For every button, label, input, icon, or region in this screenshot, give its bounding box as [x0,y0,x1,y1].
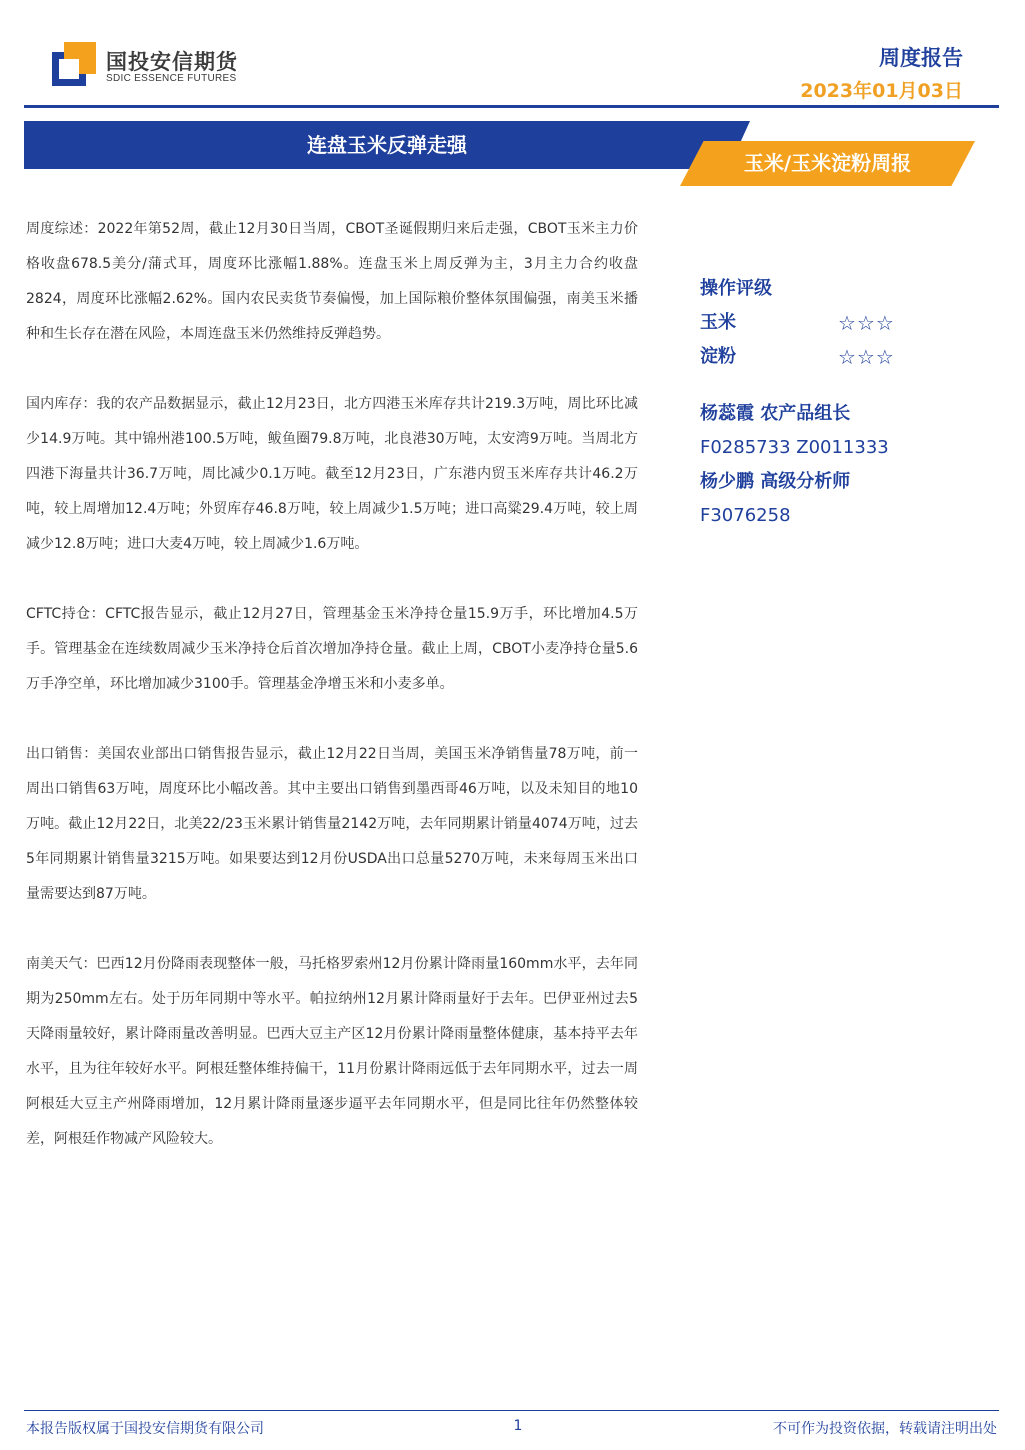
report-body [26,212,638,1192]
author-1: 杨蕊霞 农产品组长 [700,403,851,424]
header-divider [24,105,999,108]
paragraph-export-sales: 出口销售：美国农业部出口销售报告显示，截止12月22日当周，美国玉米净销售量78万吨，前一周出口销售63万吨，周度环比小幅改善。其中主要出口销售到墨西哥46万吨，以及未知目的地10万吨。截止12月22日，北美22/23玉米累计销售量2142万吨，去年同期累计销量4074万吨，过去5年同期累计销售量3215万吨。如果要达到12月份USDA出口总量5270万吨，未来每周玉米出口量需要达到87万吨。 [26,746,638,902]
author-2-license: F3076258 [700,505,791,526]
footer-copyright: 本报告版权属于国投安信期货有限公司 [26,1421,264,1437]
spacer [700,374,980,397]
rating-title: 操作评级 [700,278,772,299]
star-rating-icon: ☆☆☆ [838,345,895,369]
paragraph-south-america-weather: 南美天气：巴西12月份降雨表现整体一般，马托格罗索州12月份累计降雨量160mm水平，去年同期为250mm左右。处于历年同期中等水平。帕拉纳州12月累计降雨量好于去年。巴伊亚州过去5天降雨量较好，累计降雨量改善明显。巴西大豆主产区12月份累计降雨量整体健康，基本持平去年水平，且为往年较好水平。阿根廷整体维持偏干，11月份累计降雨远低于去年同期水平，过去一周阿根廷大豆主产州降雨增加，12月累计降雨量逐步逼平去年同期水平，但是同比往年仍然整体较差，阿根廷作物减产风险较大。 [26,956,638,1147]
paragraph-weekly-summary: 周度综述：2022年第52周，截止12月30日当周，CBOT圣诞假期归来后走强，CBOT玉米主力价格收盘678.5美分/蒲式耳，周度环比涨幅1.88%。连盘玉米上周反弹为主，3月主力合约收盘2824，周度环比涨幅2.62%。国内农民卖货节奏偏慢，加上国际粮价整体氛围偏强，南美玉米播种和生长存在潜在风险，本周连盘玉米仍然维持反弹趋势。 [26,221,638,342]
page-number: 1 [513,1418,523,1434]
rating-name: 玉米 [700,312,736,333]
paragraph-cftc-positions: CFTC持仓：CFTC报告显示，截止12月27日，管理基金玉米净持仓量15.9万手，环比增加4.5万手。管理基金在连续数周减少玉米净持仓后首次增加净持仓量。截止上周，CBOT小麦净持仓量5.6万手净空单，环比增加减少3100手。管理基金净增玉米和小麦多单。 [26,606,638,692]
report-title: 连盘玉米反弹走强 [307,133,467,157]
footer-divider [24,1410,999,1411]
report-type: 周度报告 [879,46,963,70]
author-2: 杨少鹏 高级分析师 [700,471,851,492]
report-date: 2023年01月03日 [800,80,963,102]
footer-disclaimer: 不可作为投资依据，转载请注明出处 [773,1421,997,1437]
author-1-license: F0285733 Z0011333 [700,437,889,458]
paragraph-domestic-inventory: 国内库存：我的农产品数据显示，截止12月23日，北方四港玉米库存共计219.3万吨，周比环比减少14.9万吨。其中锦州港100.5万吨，鲅鱼圈79.8万吨，北良港30万吨，太安湾9万吨。当周北方四港下海量共计36.7万吨，周比减少0.1万吨。截至12月23日，广东港内贸玉米库存共计46.2万吨，较上周增加12.4万吨；外贸库存46.8万吨，较上周减少1.5万吨；进口高粱29.4万吨，较上周减少12.8万吨；进口大麦4万吨，较上周减少1.6万吨。 [26,396,638,552]
rating-row-corn [700,306,980,340]
logo-en-text: SDIC ESSENCE FUTURES [106,73,237,84]
company-logo [52,42,242,90]
sdic-logo-icon [52,42,96,86]
rating-row-starch [700,340,980,374]
sidebar [700,272,980,533]
star-rating-icon: ☆☆☆ [838,311,895,335]
report-category: 玉米/玉米淀粉周报 [743,151,912,175]
logo-cn-text: 国投安信期货 [106,50,238,74]
rating-name: 淀粉 [700,346,736,367]
